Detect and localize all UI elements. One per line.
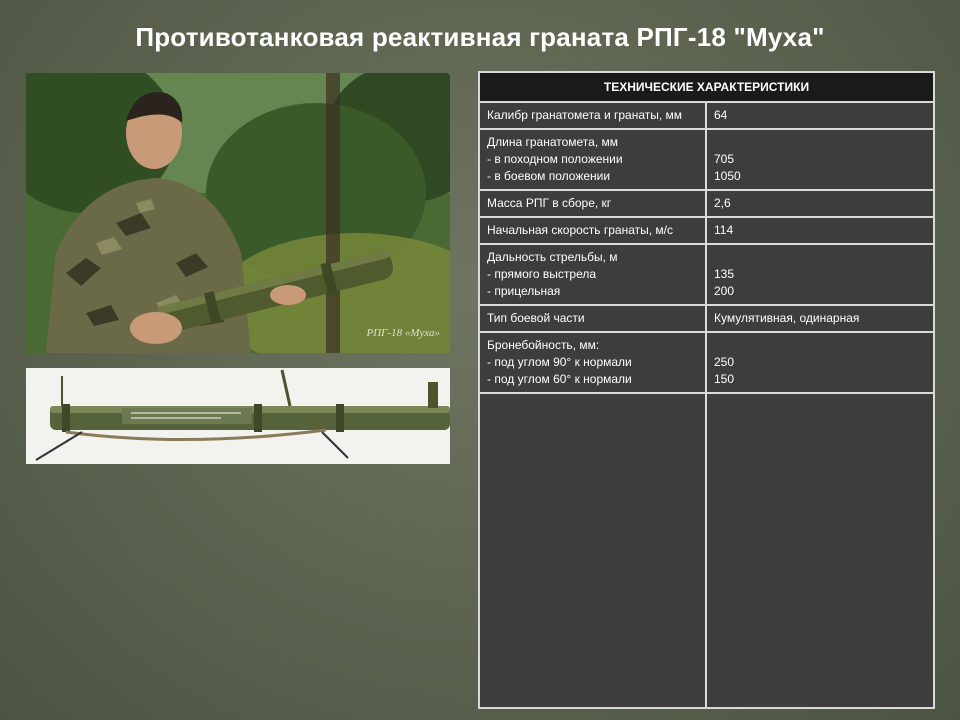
specifications-table bbox=[478, 71, 935, 709]
empty-cell bbox=[706, 393, 934, 708]
photo-caption: РПГ-18 «Муха» bbox=[366, 327, 440, 339]
row-value: 2,6 bbox=[706, 190, 934, 217]
row-value: 114 bbox=[706, 217, 934, 244]
table-row bbox=[479, 305, 934, 332]
table-row bbox=[479, 102, 934, 129]
empty-cell bbox=[479, 393, 706, 708]
row-value: Кумулятивная, одинарная bbox=[706, 305, 934, 332]
slide-title: Противотанковая реактивная граната РПГ-18 "Муха" bbox=[135, 22, 825, 52]
row-label: Дальность стрельбы, м - прямого выстрела - прицельная bbox=[479, 244, 706, 305]
row-label: Калибр гранатомета и гранаты, мм bbox=[479, 102, 706, 129]
row-value: 705 1050 bbox=[706, 129, 934, 190]
row-label: Тип боевой части bbox=[479, 305, 706, 332]
table-row bbox=[479, 129, 934, 190]
row-label: Масса РПГ в сборе, кг bbox=[479, 190, 706, 217]
row-label: Длина гранатомета, мм - в походном положении - в боевом положении bbox=[479, 129, 706, 190]
table-header: ТЕХНИЧЕСКИЕ ХАРАКТЕРИСТИКИ bbox=[479, 72, 934, 102]
table-row bbox=[479, 332, 934, 393]
table-row bbox=[479, 244, 934, 305]
table-row bbox=[479, 190, 934, 217]
row-value: 135 200 bbox=[706, 244, 934, 305]
soldier-photo bbox=[26, 73, 450, 353]
row-value: 250 150 bbox=[706, 332, 934, 393]
table-row-empty bbox=[479, 393, 934, 708]
row-label: Бронебойность, мм: - под углом 90° к нормали - под углом 60° к нормали bbox=[479, 332, 706, 393]
row-value: 64 bbox=[706, 102, 934, 129]
launcher-photo bbox=[26, 368, 450, 464]
table-row bbox=[479, 217, 934, 244]
row-label: Начальная скорость гранаты, м/с bbox=[479, 217, 706, 244]
